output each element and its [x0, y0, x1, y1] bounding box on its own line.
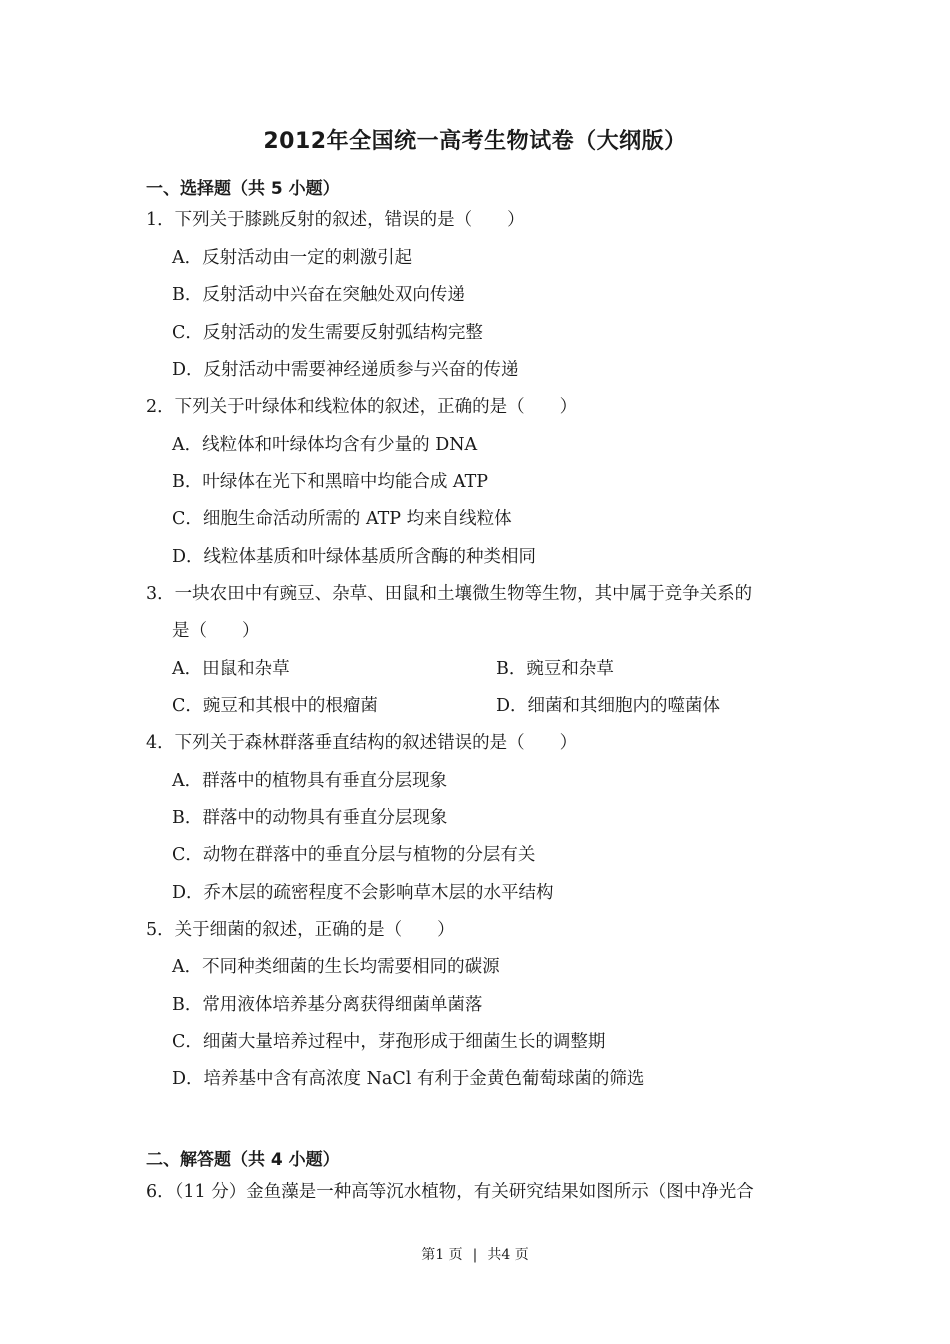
question-3-stem: 3．一块农田中有豌豆、杂草、田鼠和土壤微生物等生物，其中属于竞争关系的	[146, 584, 753, 604]
question-1-option-a: A．反射活动由一定的刺激引起	[172, 248, 413, 268]
page-total: 共4 页	[487, 1247, 529, 1263]
question-5-option-a: A．不同种类细菌的生长均需要相同的碳源	[172, 957, 500, 977]
question-1-option-d: D．反射活动中需要神经递质参与兴奋的传递	[172, 360, 519, 380]
section-heading-answer: 二、解答题（共 4 小题）	[146, 1150, 340, 1170]
section-heading-choice: 一、选择题（共 5 小题）	[146, 179, 340, 199]
question-5-option-d: D．培养基中含有高浓度 NaCl 有利于金黄色葡萄球菌的筛选	[172, 1069, 645, 1089]
question-3-option-d: D．细菌和其细胞内的噬菌体	[496, 696, 721, 716]
question-4-option-a: A．群落中的植物具有垂直分层现象	[172, 771, 448, 791]
question-3-option-b: B．豌豆和杂草	[496, 659, 614, 679]
question-3-option-c: C．豌豆和其根中的根瘤菌	[172, 696, 378, 716]
question-1-option-c: C．反射活动的发生需要反射弧结构完整	[172, 323, 483, 343]
exam-title: 2012年全国统一高考生物试卷（大纲版）	[263, 129, 687, 154]
question-3-option-a: A．田鼠和杂草	[172, 659, 290, 679]
page-number: 第1 页	[421, 1247, 463, 1263]
question-2-stem: 2．下列关于叶绿体和线粒体的叙述，正确的是（ ）	[146, 397, 578, 417]
question-2-option-b: B．叶绿体在光下和黑暗中均能合成 ATP	[172, 472, 489, 492]
question-1-stem: 1．下列关于膝跳反射的叙述，错误的是（ ）	[146, 210, 525, 230]
footer-separator: |	[472, 1247, 478, 1263]
question-6-stem: 6．（11 分）金鱼藻是一种高等沉水植物，有关研究结果如图所示（图中净光合	[146, 1182, 754, 1202]
question-2-option-a: A．线粒体和叶绿体均含有少量的 DNA	[172, 435, 478, 455]
question-4-option-c: C．动物在群落中的垂直分层与植物的分层有关	[172, 845, 536, 865]
page-footer	[0, 1244, 950, 1264]
question-4-option-d: D．乔木层的疏密程度不会影响草木层的水平结构	[172, 883, 554, 903]
question-5-stem: 5．关于细菌的叙述，正确的是（ ）	[146, 920, 455, 940]
question-2-option-c: C．细胞生命活动所需的 ATP 均来自线粒体	[172, 509, 512, 529]
question-3-stem-continued: 是（ ）	[172, 621, 260, 641]
question-1-option-b: B．反射活动中兴奋在突触处双向传递	[172, 285, 465, 305]
question-5-option-c: C．细菌大量培养过程中，芽孢形成于细菌生长的调整期	[172, 1032, 606, 1052]
question-2-option-d: D．线粒体基质和叶绿体基质所含酶的种类相同	[172, 547, 537, 567]
question-4-stem: 4．下列关于森林群落垂直结构的叙述错误的是（ ）	[146, 733, 578, 753]
question-5-option-b: B．常用液体培养基分离获得细菌单菌落	[172, 995, 483, 1015]
question-4-option-b: B．群落中的动物具有垂直分层现象	[172, 808, 448, 828]
